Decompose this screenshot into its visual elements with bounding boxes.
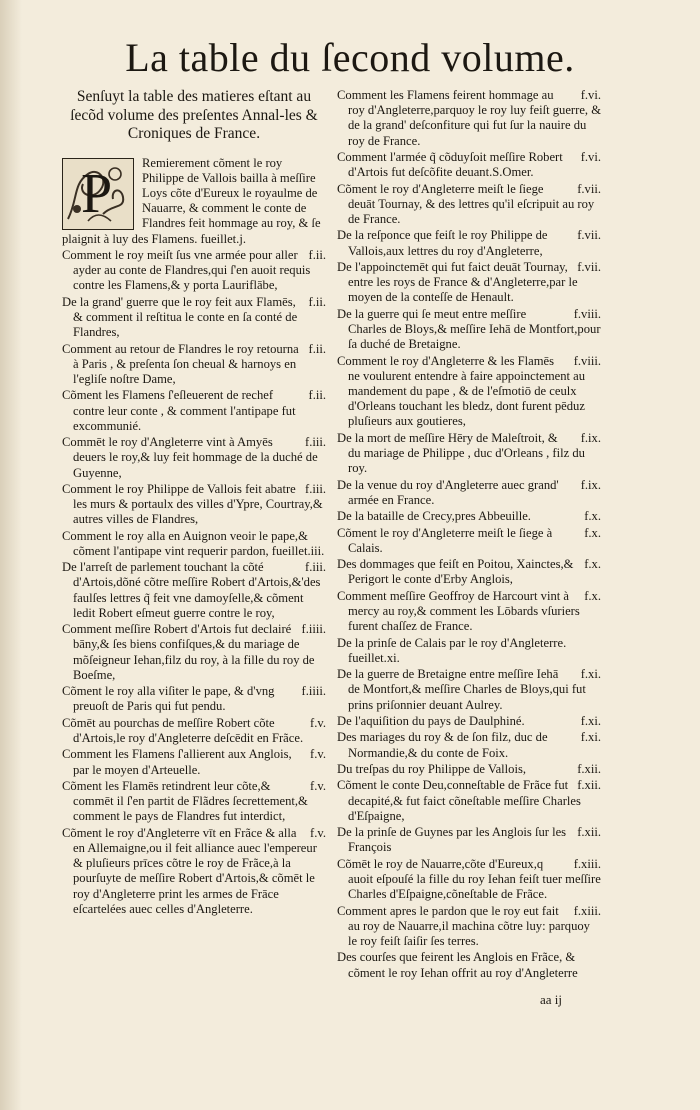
table-entry <box>337 228 601 258</box>
folio-reference: f.vii. <box>577 259 601 274</box>
table-entry <box>62 342 326 388</box>
folio-reference: f.ii. <box>308 294 326 309</box>
entry-text: Comment au retour de Flandres le roy retourna à Paris , & preſenta ſon cheual & harnoys en l'egliſe noſtre Dame, <box>62 341 299 386</box>
entry-text: De la prinſe de Guynes par les Anglois ſur les François <box>337 825 567 855</box>
table-entry <box>62 747 326 777</box>
folio-reference: f.iii. <box>305 481 326 496</box>
folio-reference: f.ii. <box>308 388 326 403</box>
page-title: La table du ſecond volume. <box>125 35 575 80</box>
entry-text: Des mariages du roy & de ſon filz, duc de Normandie,& du conte de Foix. <box>337 730 548 760</box>
table-entry <box>62 529 326 559</box>
folio-reference: f.xi. <box>580 667 601 682</box>
table-heading: Senſuyt la table des matieres eſtant au ſecõd volume des preſentes Annal-les & Croniques de France. <box>70 88 318 142</box>
folio-reference: f.v. <box>310 779 326 794</box>
entry-text: Remierement cõment le roy Philippe de Vallois bailla à meſſire Loys cõte d'Eureux le royaulme de Nauarre, & comment le conte de Flandres feit hommage au roy, & ſe plaignit à luy des Flamens. fueillet.j. <box>62 155 321 246</box>
entry-text: Du treſpas du roy Philippe de Vallois, <box>337 761 527 776</box>
table-entry <box>337 354 601 430</box>
table-entry <box>337 509 601 524</box>
ornamental-dropcap <box>62 158 134 230</box>
folio-reference: f.x. <box>584 588 601 603</box>
table-entry <box>337 589 601 635</box>
entry-text: Cõment le conte Deu,conneſtable de Frãce fut decapité,& fut faict cõneſtable meſſire Charles d'Eſpaigne, <box>337 778 581 823</box>
entry-text: De la venue du roy d'Angleterre auec grand' armée en France. <box>337 477 559 507</box>
entry-text: Comment l'armée q̃ cõduyſoit meſſire Robert d'Artois fut deſcõfite deuant.S.Omer. <box>337 150 563 180</box>
entry-text: Comment les Flamens ſ'allierent aux Anglois, par le moyen d'Arteuelle. <box>62 747 292 777</box>
folio-reference: f.x. <box>584 525 601 540</box>
left-column <box>62 88 326 918</box>
table-entry <box>337 714 601 729</box>
entry-text: Comment meſſire Robert d'Artois fut declairé bāny,& ſes biens confiſques,& du mariage de mõſeigneur Iehan,filz du roy, à la fille du roy de Boeſme, <box>62 622 315 682</box>
folio-reference: f.xiii. <box>573 903 601 918</box>
entry-text: De la reſponce que feiſt le roy Philippe de Vallois,aux lettres du roy d'Angleterre, <box>337 228 548 258</box>
folio-reference: f.v. <box>310 747 326 762</box>
folio-reference: f.xii. <box>577 778 601 793</box>
entry-text: De la bataille de Crecy,pres Abbeuille. <box>337 509 531 524</box>
folio-reference: f.iiii. <box>301 684 326 699</box>
folio-reference: f.xii. <box>577 825 601 840</box>
table-entry <box>337 182 601 228</box>
folio-reference: f.vii. <box>577 228 601 243</box>
entry-text: Des dommages que feiſt en Poitou, Xainctes,& Perigort le conte d'Erby Anglois, <box>337 557 574 587</box>
table-entry <box>337 778 601 824</box>
table-entry <box>337 730 601 760</box>
right-entry-list <box>337 88 601 981</box>
folio-reference: f.iii. <box>305 560 326 575</box>
table-entry <box>337 150 601 180</box>
folio-reference: f.xiii. <box>573 856 601 871</box>
entry-text: Cõment les Flamens ſ'eſleuerent de rechef contre leur conte , & comment l'antipape fut excommunié. <box>62 388 296 433</box>
left-entry-list <box>62 156 326 918</box>
entry-text: De l'aquiſition du pays de Daulphiné. <box>337 713 525 728</box>
table-entry <box>62 560 326 621</box>
table-entry <box>337 950 601 980</box>
folio-reference: f.ii. <box>308 247 326 262</box>
folio-reference: f.viii. <box>573 306 601 321</box>
table-entry <box>337 762 601 777</box>
folio-reference: f.iii. <box>305 435 326 450</box>
folio-reference: f.vi. <box>580 150 601 164</box>
entry-text: Cõment le roy d'Angleterre meiſt le ſiege à Calais. <box>337 525 553 555</box>
table-entry <box>62 248 326 294</box>
entry-text: Comment le roy d'Angleterre & les Flamēs ne voulurent entendre à faire appoinctement au mandement du pape , & de l'eſmotiō de ceulx d'Orleans touchant les bledz, dont furent pēduz pluſieurs aux goutieres, <box>337 353 586 429</box>
table-entry <box>337 904 601 950</box>
table-entry <box>62 295 326 341</box>
table-entry <box>337 636 601 666</box>
entry-text: Comment meſſire Geoffroy de Harcourt vint à mercy au roy,& comment les Lōbards vſuriers furent chaſſez de France. <box>337 588 580 634</box>
table-entry <box>337 260 601 306</box>
entry-text: De la guerre de Bretaigne entre meſſire Iehā de Montfort,& meſſire Charles de Bloys,qui fut prins priſonnier deuant Aulrey. <box>337 667 586 712</box>
table-entry <box>62 482 326 528</box>
folio-reference: f.x. <box>584 509 601 524</box>
table-entry <box>62 826 326 917</box>
table-entry <box>337 431 601 477</box>
signature-mark: aa ij <box>540 992 563 1007</box>
folio-reference: f.v. <box>310 715 326 730</box>
folio-reference: f.vii. <box>577 181 601 196</box>
entry-text: De la prinſe de Calais par le roy d'Angleterre. fueillet.xi. <box>337 635 567 665</box>
entry-text: Cõment les Flamēs retindrent leur cõte,& commēt il ſ'en partit de Flãdres ſecrettement,& comment le pays de Flandres fut interdict, <box>62 779 308 824</box>
entry-text: Comment le roy alla en Auignon veoir le pape,& cõment l'antipape vint requerir pardon, fueillet.iii. <box>62 528 325 558</box>
table-entry <box>337 478 601 508</box>
entry-text: Des courſes que feirent les Anglois en Frãce, & cõment le roy Iehan offrit au roy d'Angleterre <box>337 950 578 980</box>
table-entry <box>62 388 326 434</box>
table-entry <box>337 526 601 556</box>
table-entry <box>337 667 601 713</box>
folio-reference: f.ix. <box>580 477 601 492</box>
table-entry <box>337 88 601 149</box>
table-entry <box>337 307 601 353</box>
entry-text: Cõmēt le roy de Nauarre,cõte d'Eureux,q auoit eſpouſé la fille du roy Iehan feiſt tuer meſſire Charles d'Eſpaigne,cõneſtable de Frãce. <box>337 856 601 902</box>
table-entry <box>62 622 326 683</box>
folio-reference: f.xii. <box>577 761 601 776</box>
entry-text: Cõmēt au pourchas de meſſire Robert cõte d'Artois,le roy d'Angleterre deſcēdit en Frãce. <box>62 715 304 746</box>
entry-text: Comment le roy Philippe de Vallois feit abatre les murs & portaulx des villes d'Ypre, Courtray,& autres villes de Flandres, <box>62 481 323 527</box>
folio-reference: f.xi. <box>580 730 601 745</box>
entry-text: De l'appoinctemēt qui fut faict deuāt Tournay, entre les roys de France & d'Angleterre,par le moyen de la conteſſe de Henault. <box>337 259 578 305</box>
entry-text: Comment apres le pardon que le roy eut fait au roy de Nauarre,il machina cõtre luy: parquoy le roy feiſt ſaiſir ſes terres. <box>337 903 590 948</box>
page-gutter <box>0 0 22 1110</box>
folio-reference: f.v. <box>310 825 326 840</box>
dropcap-letter: P <box>81 162 113 225</box>
folio-reference: f.ii. <box>308 341 326 356</box>
folio-reference: f.vi. <box>580 88 601 102</box>
entry-text: Comment le roy meiſt ſus vne armée pour aller ayder au conte de Flandres,qui ſ'en auoit requis contre les Flamens,& y porta Lauriflābe, <box>62 247 311 293</box>
entry-text: De la grand' guerre que le roy feit aux Flamēs, & comment il reſtitua le conte en ſa conté de Flandres, <box>62 294 298 340</box>
table-entry <box>337 825 601 855</box>
right-column <box>337 88 601 982</box>
folio-reference: f.viii. <box>573 353 601 368</box>
entry-text: Cõment le roy alla viſiter le pape, & d'vng preuoſt de Paris qui fut pendu. <box>62 684 275 714</box>
table-entry <box>62 716 326 746</box>
entry-text: Cõment le roy d'Angleterre vīt en Frãce & alla en Allemaigne,ou il feit alliance auec l'empereur & pluſieurs prīces cõtre le roy de Frãce,à la pourſuyte de meſſire Robert d'Artois,& cõmēt le roy d'Angleterre print les armes de Frāce eſcartelées auec celles d'Angleterre. <box>62 825 317 916</box>
table-entry <box>337 557 601 587</box>
table-entry <box>62 779 326 825</box>
table-entry <box>62 156 326 247</box>
folio-reference: f.iiii. <box>301 622 326 637</box>
entry-text: De la guerre qui ſe meut entre meſſire Charles de Bloys,& meſſire Iehā de Montfort,pour ſa duché de Bretaigne. <box>337 306 601 352</box>
table-entry <box>337 857 601 903</box>
folio-reference: f.xi. <box>580 713 601 728</box>
table-entry <box>62 435 326 481</box>
entry-text: De l'arreſt de parlement touchant la cõté d'Artois,dõné cõtre meſſire Robert d'Artois,&'des faulſes lettres q̃ feit vne damoyſelle,& cõment ledit Robert eſmeut guerre contre le roy, <box>62 560 321 620</box>
folio-reference: f.x. <box>584 557 601 572</box>
entry-text: Commēt le roy d'Angleterre vint à Amyēs deuers le roy,& luy feit hommage de la duché de Guyenne, <box>62 435 318 480</box>
entry-text: De la mort de meſſire Hēry de Maleſtroit, & du mariage de Philippe , duc d'Orleans , filz du roy. <box>337 430 585 476</box>
table-entry <box>62 684 326 714</box>
entry-text: Cõment le roy d'Angleterre meiſt le ſiege deuāt Tournay, & des lettres qu'il eſcripuit au roy de France. <box>337 181 595 226</box>
folio-reference: f.ix. <box>580 430 601 445</box>
entry-text: Comment les Flamens feirent hommage au roy d'Angleterre,parquoy le roy luy feiſt guerre, & de la grand' deſconfiture qui fut ſur la nauire du roy de France. <box>337 88 602 148</box>
